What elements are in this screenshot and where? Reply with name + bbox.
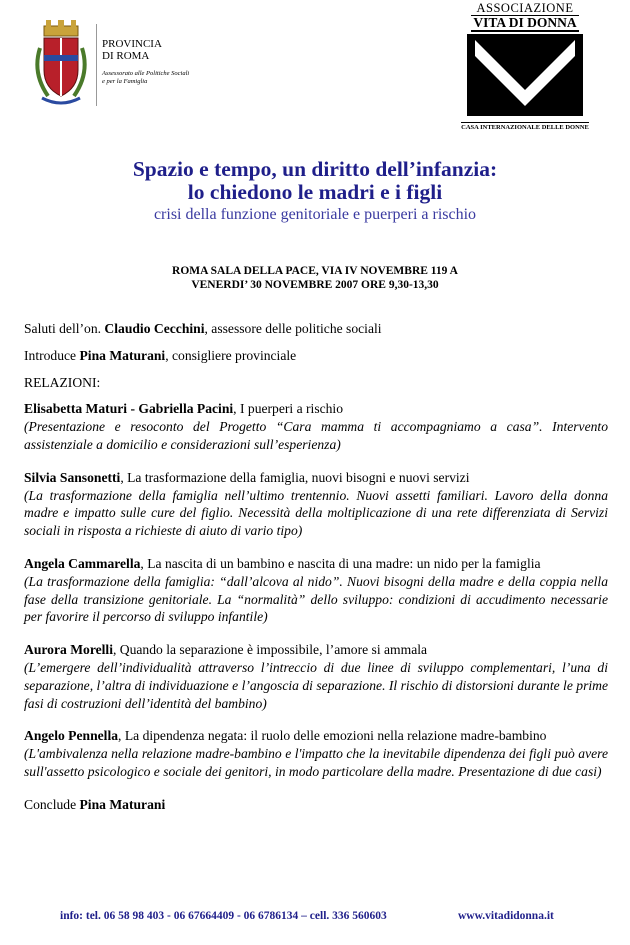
association-logo-block [455,1,595,131]
talk-speaker: Angelo Pennella [24,728,119,744]
talk-description: (L'ambivalenza nella relazione madre-bambino e l'impatto che la inevitabile dipendenza dei figli può avere sull'assetto psicologico e sociale dei genitori, in modo particolare della madre. Presentazione di due casi) [24,746,608,779]
provincia-name-line2: DI ROMA [102,50,150,62]
event-title-line2: lo chiedono le madri e i figli [187,180,443,204]
venue-date-time: VENERDI’ 30 NOVEMBRE 2007 ORE 9,30-13,30 [191,279,439,291]
greeting-prefix: Saluti dell’on. [24,321,105,336]
talk-description: (La trasformazione della famiglia nell’ultimo trentennio. Nuovi assetti familiari. Lavoro della donna madre e impatto sulle cure del figlio. Necessità della moltiplicazione di una rete differenziata di Servizi sociali in risposta a richieste di aiuto di vario tipo) [24,487,608,539]
talk-item [24,641,608,712]
talk-item [24,727,608,780]
relazioni-label: RELAZIONI: [24,374,101,390]
vita-di-donna-logo-icon [467,34,583,116]
provincia-sub-line1: Assessorato alle Politiche Sociali [102,70,190,77]
talk-speaker: Angela Cammarella [24,555,141,571]
talk-description: (Presentazione e resoconto del Progetto “Cara mamma ti accompagniamo a casa”. Intervento assistenziale a domicilio e considerazioni sull’esperienza) [24,419,608,452]
talk-description: (L’emergere dell’individualità attraverso l’intreccio di due linee di sviluppo complementari, l’una di separazione, l’altra di individuazione e l’angoscia di separazione. Il rischio di distorsioni durante le prime fasi di costruzioni dell’identità del bambino) [24,659,608,711]
introduces-name: Pina Maturani [79,347,166,363]
greeting-name: Claudio Cecchini [104,321,205,336]
introduces-line [24,347,608,365]
talk-title: , La nascita di un bambino e nascita di una madre: un nido per la famiglia [140,555,541,571]
talk-title: , La trasformazione della famiglia, nuovi bisogni e nuovi servizi [120,469,470,485]
talk-description: (La trasformazione della famiglia: “dall’alcova al nido”. Nuovi bisogni della madre e della coppia nella fase della transizione genitoriale. La “normalità” dello sviluppo: condizioni di accudimento necessarie per favorire il percorso di sviluppo infantile) [24,573,608,625]
provincia-name-line1: PROVINCIA [102,38,162,50]
provincia-name [102,38,162,62]
talk-title: , La dipendenza negata: il ruolo delle emozioni nella relazione madre-bambino [118,728,547,744]
provincia-sub-line2: e per la Famiglia [102,78,148,85]
conclusion-line [24,796,608,814]
talk-item [24,469,608,540]
association-name: VITA DI DONNA [473,15,577,30]
provincia-crest-icon [30,18,92,108]
introduces-suffix: , consigliere provinciale [165,347,297,363]
provincia-divider [96,24,97,106]
conclusion-prefix: Conclude [24,796,80,812]
talk-speaker: Elisabetta Maturi - Gabriella Pacini [24,401,234,417]
talk-item [24,555,608,626]
association-label: ASSOCIAZIONE [476,1,574,15]
greeting-line [24,320,608,338]
venue-address: ROMA SALA DELLA PACE, VIA IV NOVEMBRE 119 A [172,265,458,277]
talk-speaker: Silvia Sansonetti [24,469,121,485]
talk-item [24,400,608,453]
provincia-logo-block [30,18,190,108]
introduces-prefix: Introduce [24,347,80,363]
event-title-block [0,158,630,226]
event-title-line1: Spazio e tempo, un diritto dell’infanzia: [132,157,498,181]
page-header [0,0,630,130]
conclusion-name: Pina Maturani [79,796,166,812]
venue-block [0,264,630,292]
provincia-subtitle [102,70,192,86]
event-subtitle: crisi della funzione genitoriale e puerperi a rischio [153,206,477,223]
program-content [24,320,608,814]
talk-title: , I puerperi a rischio [233,401,344,417]
contact-info: info: tel. 06 58 98 403 - 06 67664409 - 06 6786134 – cell. 336 560603 [60,910,387,922]
talk-speaker: Aurora Morelli [24,642,113,658]
talk-title: , Quando la separazione è impossibile, l’amore si ammala [112,642,428,658]
greeting-suffix: , assessore delle politiche sociali [204,321,382,336]
website-link[interactable]: www.vitadidonna.it [458,910,554,922]
association-subtitle: CASA INTERNAZIONALE DELLE DONNE [461,124,589,131]
